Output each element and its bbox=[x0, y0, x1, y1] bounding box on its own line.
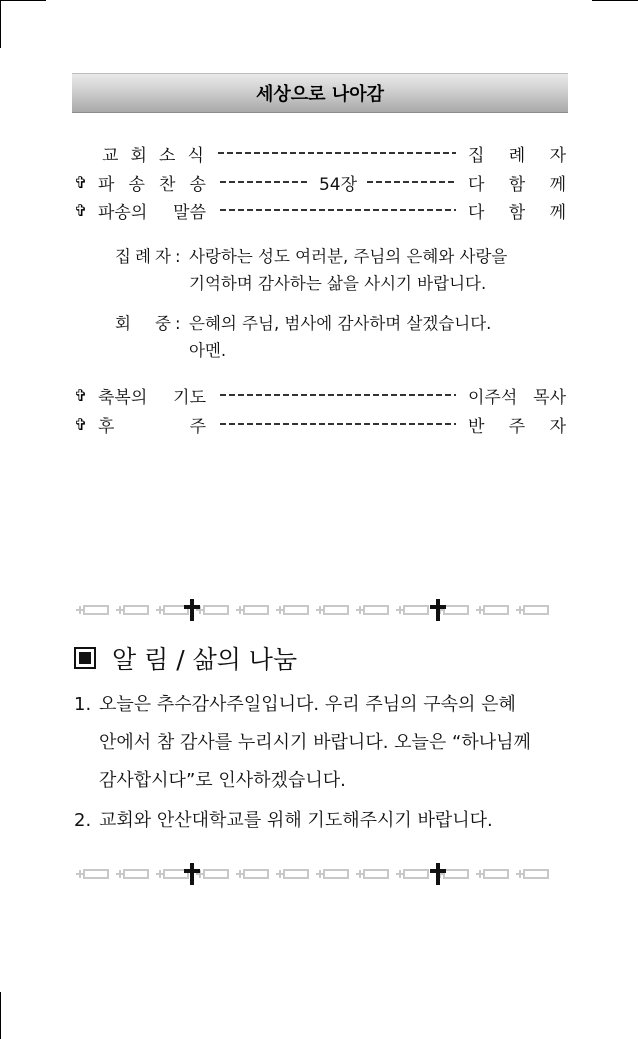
cross-chain-divider bbox=[72, 598, 562, 622]
dialog-speaker: 회 중 bbox=[115, 314, 171, 333]
announcement-number: 2. bbox=[74, 810, 92, 831]
dialog-line: 은혜의 주님, 범사에 감사하며 살겠습니다. bbox=[189, 314, 492, 333]
cross-icon: ✞ bbox=[74, 414, 88, 434]
cross-icon: ✞ bbox=[74, 385, 88, 405]
announcement-item bbox=[74, 802, 570, 840]
dotted-leader bbox=[220, 209, 456, 211]
dialog-leader bbox=[0, 243, 638, 303]
chain-link bbox=[444, 870, 468, 878]
bold-cross-horizontal bbox=[184, 869, 200, 873]
chain-link bbox=[84, 606, 108, 614]
order-item-leader: 반 주 자 bbox=[468, 416, 566, 437]
order-row-sending-word bbox=[74, 197, 566, 223]
bold-cross-vertical bbox=[436, 863, 440, 885]
section-header-bar bbox=[72, 73, 568, 113]
chain-link bbox=[404, 870, 428, 878]
announcement-line: 안에서 참 감사를 누리시기 바랍니다. 오늘은 “하나님께 bbox=[99, 732, 531, 753]
dialog-line: 기억하며 감사하는 삶을 사시기 바랍니다. bbox=[189, 274, 487, 293]
chain-link bbox=[444, 606, 468, 614]
chain-link bbox=[324, 870, 348, 878]
chain-link bbox=[124, 870, 148, 878]
cross-icon: ✞ bbox=[74, 172, 88, 192]
bold-cross-horizontal bbox=[184, 605, 200, 609]
bold-cross-vertical bbox=[190, 599, 194, 621]
chain-link bbox=[524, 606, 548, 614]
order-item-name: 교 회 소 식 bbox=[102, 145, 204, 166]
order-item-leader: 이주석 목사 bbox=[468, 387, 566, 408]
dotted-leader bbox=[367, 181, 456, 183]
announcement-number: 1. bbox=[74, 694, 92, 715]
order-item-name: 후 주 bbox=[98, 416, 206, 437]
hymn-number-leader bbox=[220, 170, 456, 195]
announcement-item bbox=[74, 686, 570, 802]
dotted-leader bbox=[218, 152, 456, 154]
chain-link bbox=[284, 606, 308, 614]
chain-link bbox=[284, 870, 308, 878]
order-row-sending-hymn bbox=[74, 169, 566, 195]
crop-mark-bottom-left bbox=[0, 992, 1, 1039]
chain-link bbox=[484, 870, 508, 878]
section-header-title: 세상으로 나아감 bbox=[256, 84, 384, 105]
bold-cross-vertical bbox=[436, 599, 440, 621]
chain-link bbox=[524, 870, 548, 878]
chain-link bbox=[84, 870, 108, 878]
crop-mark-top-left-h bbox=[0, 0, 46, 1]
announcement-line: 감사합시다”로 인사하겠습니다. bbox=[99, 770, 346, 791]
chain-link bbox=[244, 606, 268, 614]
chain-link bbox=[204, 870, 228, 878]
dialog-colon: : bbox=[175, 247, 181, 266]
order-row-benediction bbox=[74, 382, 566, 408]
announcements-title: 알 림 / 삶의 나눔 bbox=[74, 640, 297, 676]
order-item-name: 축복의 기도 bbox=[98, 387, 206, 408]
dialog-line: 아멘. bbox=[189, 341, 227, 360]
dialog-colon: : bbox=[175, 314, 181, 333]
order-item-leader: 다 함 께 bbox=[468, 174, 566, 195]
announcement-line: 오늘은 추수감사주일입니다. 우리 주님의 구속의 은혜 bbox=[99, 694, 516, 715]
cross-icon: ✞ bbox=[74, 200, 88, 220]
order-item-leader: 집 례 자 bbox=[468, 145, 566, 166]
order-item-name: 파송의 말씀 bbox=[98, 202, 206, 223]
order-item-leader: 다 함 께 bbox=[468, 202, 566, 223]
dotted-leader bbox=[220, 423, 456, 425]
dialog-line: 사랑하는 성도 여러분, 주님의 은혜와 사랑을 bbox=[189, 247, 508, 266]
square-bullet-icon bbox=[74, 647, 96, 669]
cross-chain-divider bbox=[72, 862, 562, 886]
dialog-congregation bbox=[0, 310, 638, 370]
chain-link bbox=[324, 606, 348, 614]
bold-cross-horizontal bbox=[430, 869, 446, 873]
chain-link bbox=[204, 606, 228, 614]
order-item-name: 파 송 찬 송 bbox=[98, 174, 206, 195]
bold-cross-vertical bbox=[190, 863, 194, 885]
chain-link bbox=[364, 606, 388, 614]
dotted-leader bbox=[220, 394, 456, 396]
crop-mark-top-left bbox=[0, 0, 1, 48]
order-row-postlude bbox=[74, 411, 566, 437]
hymn-number: 54장 bbox=[318, 174, 358, 195]
bold-cross-horizontal bbox=[430, 605, 446, 609]
chain-link bbox=[484, 606, 508, 614]
dialog-speaker: 집 례 자 bbox=[115, 247, 171, 266]
chain-link bbox=[124, 606, 148, 614]
dotted-leader bbox=[220, 181, 309, 183]
chain-link bbox=[364, 870, 388, 878]
announcement-line: 교회와 안산대학교를 위해 기도해주시기 바랍니다. bbox=[99, 810, 493, 831]
chain-link bbox=[244, 870, 268, 878]
order-row-announcements bbox=[74, 140, 566, 166]
chain-link bbox=[404, 606, 428, 614]
crop-mark-top-right-h bbox=[592, 0, 638, 1]
